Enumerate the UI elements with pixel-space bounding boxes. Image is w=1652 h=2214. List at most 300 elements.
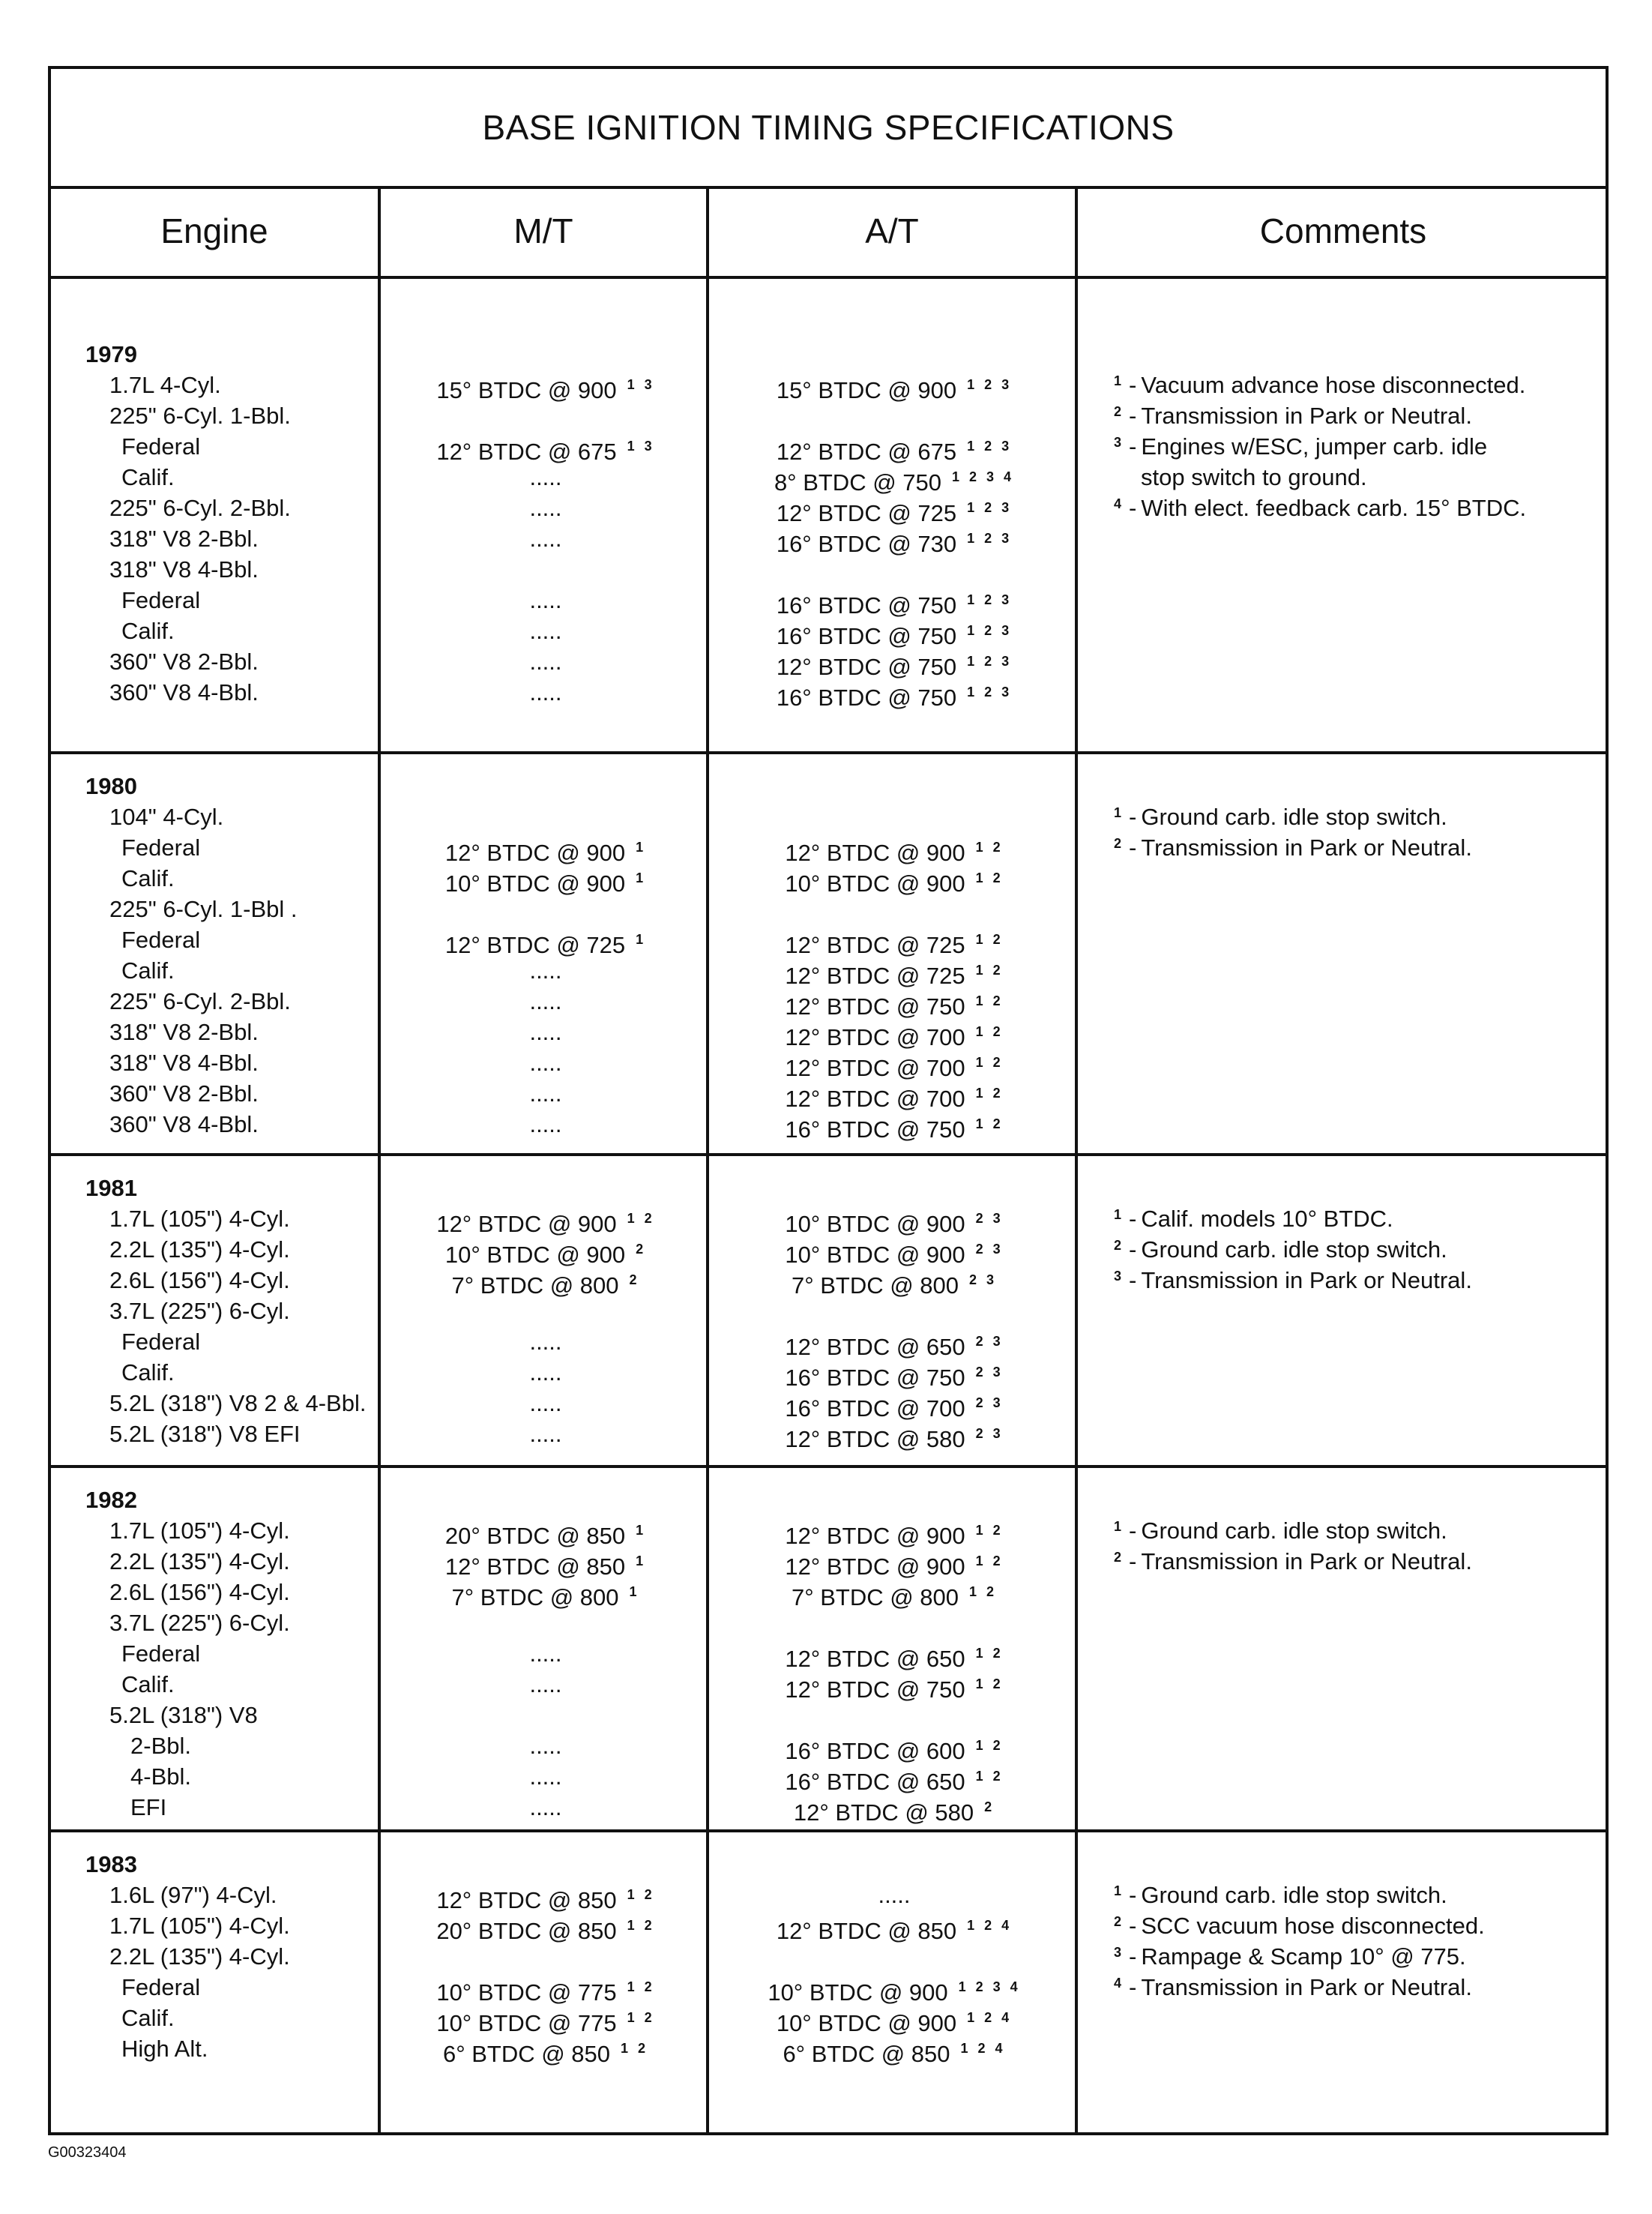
mt-timing-value: 20° BTDC @ 850 xyxy=(444,1523,626,1549)
mt-timing-cell xyxy=(381,677,711,708)
engine-label: Federal xyxy=(121,927,201,953)
at-footnote-refs: 1 2 xyxy=(975,1116,1004,1131)
at-footnote-refs: 1 2 4 xyxy=(967,2010,1013,2025)
at-timing-value: 12° BTDC @ 675 xyxy=(776,439,957,465)
comment-note: 3 - Engines w/ESC, jumper carb. idle xyxy=(1114,431,1594,462)
comment-text: Transmission in Park or Neutral. xyxy=(1141,1548,1472,1574)
mt-column xyxy=(381,339,711,708)
at-timing-cell xyxy=(711,1972,1078,2006)
comment-note: 2 - Transmission in Park or Neutral. xyxy=(1114,832,1594,863)
mt-footnote-refs: 1 xyxy=(636,870,647,885)
at-footnote-refs: 1 2 xyxy=(975,932,1004,947)
mt-timing-value: 12° BTDC @ 850 xyxy=(436,1887,617,1913)
engine-label: Calif. xyxy=(121,618,175,644)
specification-table xyxy=(48,66,1609,2135)
at-footnote-refs: 1 2 xyxy=(975,1086,1004,1101)
mt-timing-value: 12° BTDC @ 900 xyxy=(444,840,626,866)
year-section-1980 xyxy=(51,754,1606,1156)
mt-timing-value: 7° BTDC @ 800 xyxy=(451,1272,619,1299)
mt-timing-cell xyxy=(381,924,711,958)
at-timing-cell xyxy=(711,2003,1078,2036)
comments-column xyxy=(1114,1849,1594,2003)
mt-timing-value: ..... xyxy=(529,988,562,1014)
at-timing-cell xyxy=(711,1546,1078,1580)
at-footnote-refs: 1 2 xyxy=(975,840,1004,855)
at-timing-value: 12° BTDC @ 580 xyxy=(793,1799,974,1826)
year-section-1983 xyxy=(51,1832,1606,2135)
at-footnote-refs: 2 3 xyxy=(975,1334,1004,1349)
model-year: 1979 xyxy=(85,341,137,367)
at-timing-value: 12° BTDC @ 900 xyxy=(785,840,965,866)
at-timing-cell xyxy=(711,1265,1078,1299)
at-footnote-refs: 1 2 3 xyxy=(967,439,1013,454)
comment-note: 2 - Ground carb. idle stop switch. xyxy=(1114,1234,1594,1265)
mt-column xyxy=(381,1849,711,2067)
at-footnote-refs: 1 2 3 4 xyxy=(952,469,1015,484)
engine-label: 360" V8 4-Bbl. xyxy=(109,679,259,706)
mt-timing-value: 12° BTDC @ 850 xyxy=(444,1553,626,1580)
engine-label: Calif. xyxy=(121,2005,175,2031)
at-footnote-refs: 1 2 xyxy=(975,1676,1004,1691)
mt-timing-value: 10° BTDC @ 775 xyxy=(436,2010,617,2036)
mt-footnote-refs: 1 xyxy=(636,840,647,855)
footnote-number: 4 xyxy=(1114,1976,1122,1991)
at-timing-cell xyxy=(711,370,1078,403)
engine-label: 225" 6-Cyl. 2-Bbl. xyxy=(109,988,291,1014)
engine-label: Federal xyxy=(121,433,201,460)
engine-label: Federal xyxy=(121,1974,201,2000)
mt-timing-value: ..... xyxy=(529,526,562,552)
title-row xyxy=(51,69,1606,189)
mt-timing-cell xyxy=(381,863,711,897)
engine-label: 5.2L (318") V8 EFI xyxy=(109,1421,301,1447)
at-footnote-refs: 1 2 3 xyxy=(967,654,1013,669)
at-timing-value: 10° BTDC @ 900 xyxy=(768,1979,948,2006)
engine-label: 225" 6-Cyl. 1-Bbl. xyxy=(109,403,291,429)
engine-label: 225" 6-Cyl. 2-Bbl. xyxy=(109,495,291,521)
engine-label: 4-Bbl. xyxy=(130,1763,191,1790)
mt-footnote-refs: 1 2 xyxy=(627,1887,655,1902)
mt-timing-cell xyxy=(381,646,711,677)
comments-column xyxy=(1114,771,1594,863)
mt-timing-cell xyxy=(381,1761,711,1792)
engine-label: 1.6L (97") 4-Cyl. xyxy=(109,1882,277,1908)
mt-timing-cell xyxy=(381,955,711,986)
at-timing-cell xyxy=(711,400,1078,431)
mt-timing-value: 12° BTDC @ 675 xyxy=(436,439,617,465)
at-timing-cell xyxy=(711,955,1078,989)
mt-footnote-refs: 1 xyxy=(629,1584,640,1599)
mt-footnote-refs: 2 xyxy=(629,1272,640,1287)
engine-label: 318" V8 4-Bbl. xyxy=(109,1050,259,1076)
mt-footnote-refs: 1 2 xyxy=(627,2010,655,2025)
mt-timing-cell xyxy=(381,1577,711,1610)
comment-text: Vacuum advance hose disconnected. xyxy=(1141,372,1526,398)
comment-note: 1 - Ground carb. idle stop switch. xyxy=(1114,1880,1594,1910)
mt-timing-cell xyxy=(381,1792,711,1823)
mt-timing-cell xyxy=(381,1607,711,1638)
mt-timing-cell xyxy=(381,431,711,465)
at-timing-value: 12° BTDC @ 650 xyxy=(785,1334,965,1360)
mt-timing-value: ..... xyxy=(529,618,562,644)
mt-timing-cell xyxy=(381,493,711,523)
comment-text: Transmission in Park or Neutral. xyxy=(1141,834,1472,861)
header-at: A/T xyxy=(865,211,919,250)
comment-text: Ground carb. idle stop switch. xyxy=(1141,1236,1447,1263)
at-timing-value: 12° BTDC @ 700 xyxy=(785,1086,965,1112)
engine-label: Calif. xyxy=(121,957,175,984)
at-timing-value: 12° BTDC @ 700 xyxy=(785,1055,965,1081)
mt-timing-cell xyxy=(381,1419,711,1449)
at-footnote-refs: 1 2 xyxy=(975,1738,1004,1753)
at-timing-cell xyxy=(711,1326,1078,1360)
at-timing-cell xyxy=(711,431,1078,465)
engine-label: Federal xyxy=(121,587,201,613)
footnote-number: 2 xyxy=(1114,836,1122,851)
mt-timing-value: ..... xyxy=(529,1111,562,1137)
engine-label: 360" V8 2-Bbl. xyxy=(109,649,259,675)
comment-text: Calif. models 10° BTDC. xyxy=(1141,1206,1393,1232)
at-timing-cell xyxy=(711,1419,1078,1452)
engine-column xyxy=(85,771,400,1140)
engine-label: 1.7L (105") 4-Cyl. xyxy=(109,1913,290,1939)
header-comments: Comments xyxy=(1259,211,1427,250)
mt-footnote-refs: 1 2 xyxy=(627,1979,655,1994)
at-timing-cell xyxy=(711,1109,1078,1143)
comment-note: 4 - With elect. feedback carb. 15° BTDC. xyxy=(1114,493,1594,523)
comment-text: SCC vacuum hose disconnected. xyxy=(1141,1913,1485,1939)
mt-timing-value: ..... xyxy=(529,649,562,675)
engine-label: EFI xyxy=(130,1794,167,1820)
mt-timing-cell xyxy=(381,1880,711,1913)
mt-timing-cell xyxy=(381,1234,711,1268)
engine-label: 2-Bbl. xyxy=(130,1733,191,1759)
at-timing-value: 16° BTDC @ 750 xyxy=(776,685,957,711)
comment-note: 1 - Ground carb. idle stop switch. xyxy=(1114,801,1594,832)
at-footnote-refs: 2 3 xyxy=(975,1365,1004,1380)
mt-footnote-refs: 1 2 xyxy=(627,1918,655,1933)
footnote-number: 1 xyxy=(1114,805,1122,820)
mt-timing-cell xyxy=(381,1972,711,2006)
at-timing-cell xyxy=(711,863,1078,897)
mt-footnote-refs: 1 2 xyxy=(621,2041,649,2056)
at-footnote-refs: 2 3 xyxy=(975,1426,1004,1441)
mt-timing-value: ..... xyxy=(529,1050,562,1076)
at-column xyxy=(711,339,1078,711)
at-timing-value: 15° BTDC @ 900 xyxy=(776,377,957,403)
mt-timing-cell xyxy=(381,1669,711,1700)
header-mt: M/T xyxy=(513,211,573,250)
at-timing-cell xyxy=(711,801,1078,832)
at-timing-value: 12° BTDC @ 725 xyxy=(776,500,957,526)
mt-timing-value: ..... xyxy=(529,587,562,613)
at-footnote-refs: 1 2 3 xyxy=(967,685,1013,700)
at-timing-value: 16° BTDC @ 700 xyxy=(785,1395,965,1422)
mt-timing-cell xyxy=(381,1296,711,1326)
model-year: 1981 xyxy=(85,1175,137,1201)
at-timing-cell xyxy=(711,832,1078,866)
at-timing-cell xyxy=(711,924,1078,958)
at-footnote-refs: 2 3 xyxy=(975,1242,1004,1257)
mt-timing-cell xyxy=(381,1078,711,1109)
at-timing-value: 12° BTDC @ 750 xyxy=(776,654,957,680)
footnote-number: 1 xyxy=(1114,1883,1122,1898)
at-footnote-refs: 1 2 3 xyxy=(967,531,1013,546)
mt-timing-cell xyxy=(381,2003,711,2036)
at-timing-value: 12° BTDC @ 750 xyxy=(785,1676,965,1703)
comment-note: 2 - SCC vacuum hose disconnected. xyxy=(1114,1910,1594,1941)
at-timing-value: 7° BTDC @ 800 xyxy=(791,1272,959,1299)
mt-timing-cell xyxy=(381,462,711,493)
at-timing-cell xyxy=(711,1047,1078,1081)
engine-column xyxy=(85,339,400,708)
at-timing-cell xyxy=(711,986,1078,1020)
at-footnote-refs: 1 2 xyxy=(975,1523,1004,1538)
at-timing-value: 8° BTDC @ 750 xyxy=(774,469,941,496)
mt-timing-value: ..... xyxy=(529,495,562,521)
at-timing-value: 16° BTDC @ 750 xyxy=(785,1116,965,1143)
at-timing-value: 12° BTDC @ 700 xyxy=(785,1024,965,1050)
comment-note: 3 - Rampage & Scamp 10° @ 775. xyxy=(1114,1941,1594,1972)
engine-label: 360" V8 2-Bbl. xyxy=(109,1080,259,1107)
mt-timing-value: ..... xyxy=(529,1640,562,1667)
at-timing-cell xyxy=(711,1941,1078,1972)
mt-timing-value: ..... xyxy=(529,1080,562,1107)
mt-timing-cell xyxy=(381,1910,711,1944)
engine-column xyxy=(85,1173,400,1449)
at-timing-cell xyxy=(711,1078,1078,1112)
at-timing-cell xyxy=(711,1017,1078,1050)
at-timing-cell xyxy=(711,616,1078,649)
comment-note: 4 - Transmission in Park or Neutral. xyxy=(1114,1972,1594,2003)
comment-note: 1 - Calif. models 10° BTDC. xyxy=(1114,1203,1594,1234)
mt-timing-value: ..... xyxy=(529,679,562,706)
footnote-number: 2 xyxy=(1114,1550,1122,1565)
mt-timing-value: ..... xyxy=(529,1763,562,1790)
mt-timing-cell xyxy=(381,1203,711,1237)
mt-timing-cell xyxy=(381,1047,711,1078)
engine-label: 104" 4-Cyl. xyxy=(109,804,224,830)
at-footnote-refs: 1 2 3 xyxy=(967,500,1013,515)
at-timing-value: 12° BTDC @ 900 xyxy=(785,1523,965,1549)
engine-label: 1.7L (105") 4-Cyl. xyxy=(109,1206,290,1232)
engine-label: Calif. xyxy=(121,1359,175,1386)
engine-label: 3.7L (225") 6-Cyl. xyxy=(109,1610,290,1636)
engine-label: Calif. xyxy=(121,464,175,490)
at-timing-value: 16° BTDC @ 750 xyxy=(785,1365,965,1391)
mt-timing-cell xyxy=(381,1941,711,1972)
at-footnote-refs: 1 2 3 4 xyxy=(958,1979,1021,1994)
comment-text: stop switch to ground. xyxy=(1141,464,1367,490)
at-timing-cell xyxy=(711,1203,1078,1237)
at-timing-cell xyxy=(711,1357,1078,1391)
at-timing-value: 12° BTDC @ 900 xyxy=(785,1553,965,1580)
comments-column xyxy=(1114,1173,1594,1296)
at-column xyxy=(711,771,1078,1143)
mt-timing-cell xyxy=(381,554,711,585)
mt-timing-value: 6° BTDC @ 850 xyxy=(442,2041,611,2067)
at-timing-value: ..... xyxy=(878,1882,911,1908)
at-timing-cell xyxy=(711,1730,1078,1764)
engine-label: Federal xyxy=(121,834,201,861)
engine-label: 225" 6-Cyl. 1-Bbl . xyxy=(109,896,298,922)
mt-timing-cell xyxy=(381,1265,711,1299)
at-footnote-refs: 1 2 3 xyxy=(967,592,1013,607)
at-timing-cell xyxy=(711,1638,1078,1672)
at-footnote-refs: 2 3 xyxy=(975,1211,1004,1226)
mt-timing-value: ..... xyxy=(529,1359,562,1386)
engine-label: 5.2L (318") V8 2 & 4-Bbl. xyxy=(109,1390,367,1416)
at-timing-value: 10° BTDC @ 900 xyxy=(785,1211,965,1237)
at-footnote-refs: 1 2 xyxy=(975,1024,1004,1039)
at-timing-value: 10° BTDC @ 900 xyxy=(785,1242,965,1268)
at-timing-cell xyxy=(711,1761,1078,1795)
at-timing-value: 10° BTDC @ 900 xyxy=(785,870,965,897)
mt-footnote-refs: 1 2 xyxy=(627,1211,655,1226)
engine-label: High Alt. xyxy=(121,2036,208,2062)
mt-timing-value: ..... xyxy=(529,957,562,984)
mt-timing-value: 10° BTDC @ 900 xyxy=(444,1242,626,1268)
mt-column xyxy=(381,1484,711,1823)
year-section-1979 xyxy=(51,276,1606,754)
mt-timing-value: ..... xyxy=(529,1421,562,1447)
comment-text: Transmission in Park or Neutral. xyxy=(1141,1974,1472,2000)
footnote-number: 2 xyxy=(1114,1238,1122,1253)
at-timing-cell xyxy=(711,585,1078,619)
comment-note: 1 - Vacuum advance hose disconnected. xyxy=(1114,370,1594,400)
at-footnote-refs: 1 2 xyxy=(975,1646,1004,1661)
at-timing-value: 16° BTDC @ 750 xyxy=(776,592,957,619)
at-footnote-refs: 1 2 xyxy=(969,1584,998,1599)
footnote-number: 3 xyxy=(1114,1945,1122,1960)
mt-timing-value: 20° BTDC @ 850 xyxy=(436,1918,617,1944)
comment-text: Ground carb. idle stop switch. xyxy=(1141,1882,1447,1908)
mt-timing-value: ..... xyxy=(529,1019,562,1045)
engine-label: 2.6L (156") 4-Cyl. xyxy=(109,1267,290,1293)
comment-note: 1 - Ground carb. idle stop switch. xyxy=(1114,1515,1594,1546)
at-timing-cell xyxy=(711,1577,1078,1610)
at-timing-value: 6° BTDC @ 850 xyxy=(783,2041,950,2067)
at-footnote-refs: 1 2 3 xyxy=(967,623,1013,638)
mt-timing-value: ..... xyxy=(529,1390,562,1416)
at-timing-cell xyxy=(711,1700,1078,1730)
at-footnote-refs: 1 2 xyxy=(975,993,1004,1008)
mt-timing-cell xyxy=(381,832,711,866)
mt-footnote-refs: 2 xyxy=(636,1242,647,1257)
engine-label: 1.7L 4-Cyl. xyxy=(109,372,221,398)
at-footnote-refs: 1 2 xyxy=(975,870,1004,885)
column-header-row xyxy=(51,186,1606,279)
at-timing-value: 12° BTDC @ 580 xyxy=(785,1426,965,1452)
footnote-number: 2 xyxy=(1114,1914,1122,1929)
mt-timing-cell xyxy=(381,616,711,646)
mt-timing-value: 10° BTDC @ 900 xyxy=(444,870,626,897)
mt-timing-value: ..... xyxy=(529,1794,562,1820)
mt-column xyxy=(381,1173,711,1449)
footnote-number: 1 xyxy=(1114,373,1122,388)
at-timing-cell xyxy=(711,462,1078,496)
mt-timing-cell xyxy=(381,1326,711,1357)
footnote-number: 3 xyxy=(1114,1269,1122,1284)
at-timing-value: 12° BTDC @ 725 xyxy=(785,963,965,989)
mt-timing-cell xyxy=(381,2033,711,2067)
engine-label: Federal xyxy=(121,1329,201,1355)
mt-timing-cell xyxy=(381,585,711,616)
mt-timing-cell xyxy=(381,1638,711,1669)
mt-timing-cell xyxy=(381,1357,711,1388)
mt-timing-cell xyxy=(381,370,711,403)
comment-note: 2 - Transmission in Park or Neutral. xyxy=(1114,400,1594,431)
at-timing-value: 16° BTDC @ 600 xyxy=(785,1738,965,1764)
comment-text: Rampage & Scamp 10° @ 775. xyxy=(1141,1943,1466,1970)
mt-timing-cell xyxy=(381,1730,711,1761)
at-timing-cell xyxy=(711,1910,1078,1944)
model-year: 1983 xyxy=(85,1851,137,1877)
header-engine: Engine xyxy=(160,211,268,250)
mt-timing-value: 15° BTDC @ 900 xyxy=(436,377,617,403)
mt-timing-cell xyxy=(381,1109,711,1140)
at-timing-cell xyxy=(711,894,1078,924)
mt-timing-cell xyxy=(381,400,711,431)
mt-footnote-refs: 1 3 xyxy=(627,439,655,454)
mt-timing-value: 7° BTDC @ 800 xyxy=(451,1584,619,1610)
mt-timing-value: 12° BTDC @ 725 xyxy=(444,932,626,958)
mt-timing-cell xyxy=(381,894,711,924)
mt-timing-value: ..... xyxy=(529,1733,562,1759)
comment-text: Ground carb. idle stop switch. xyxy=(1141,1517,1447,1544)
comment-note: 3 - Transmission in Park or Neutral. xyxy=(1114,1265,1594,1296)
footnote-number: 1 xyxy=(1114,1519,1122,1534)
footnote-number: 3 xyxy=(1114,435,1122,450)
mt-footnote-refs: 1 xyxy=(636,1523,647,1538)
at-timing-value: 16° BTDC @ 750 xyxy=(776,623,957,649)
mt-timing-cell xyxy=(381,1700,711,1730)
at-footnote-refs: 1 2 xyxy=(975,1769,1004,1784)
at-footnote-refs: 1 2 4 xyxy=(960,2041,1006,2056)
at-timing-cell xyxy=(711,677,1078,711)
at-timing-value: 16° BTDC @ 730 xyxy=(776,531,957,557)
model-year: 1982 xyxy=(85,1487,137,1513)
at-column xyxy=(711,1173,1078,1452)
at-footnote-refs: 2 3 xyxy=(975,1395,1004,1410)
engine-label: 5.2L (318") V8 xyxy=(109,1702,258,1728)
at-timing-value: 12° BTDC @ 850 xyxy=(776,1918,957,1944)
engine-column xyxy=(85,1849,400,2064)
figure-id: G00323404 xyxy=(48,2144,127,2161)
footnote-number: 4 xyxy=(1114,496,1122,511)
at-timing-cell xyxy=(711,2033,1078,2067)
at-timing-cell xyxy=(711,1388,1078,1422)
comment-text: Engines w/ESC, jumper carb. idle xyxy=(1141,433,1488,460)
at-timing-cell xyxy=(711,1607,1078,1638)
engine-label: Calif. xyxy=(121,1671,175,1697)
mt-timing-cell xyxy=(381,1515,711,1549)
engine-label: 318" V8 4-Bbl. xyxy=(109,556,259,583)
model-year: 1980 xyxy=(85,773,137,799)
mt-footnote-refs: 1 xyxy=(636,932,647,947)
at-timing-cell xyxy=(711,493,1078,526)
table-title: BASE IGNITION TIMING SPECIFICATIONS xyxy=(482,108,1175,147)
comment-note xyxy=(1114,462,1594,493)
at-timing-cell xyxy=(711,1515,1078,1549)
comment-text: Transmission in Park or Neutral. xyxy=(1141,403,1472,429)
mt-timing-value: ..... xyxy=(529,464,562,490)
engine-label: 2.6L (156") 4-Cyl. xyxy=(109,1579,290,1605)
comment-text: With elect. feedback carb. 15° BTDC. xyxy=(1141,495,1527,521)
comment-text: Ground carb. idle stop switch. xyxy=(1141,804,1447,830)
at-footnote-refs: 1 2 xyxy=(975,1055,1004,1070)
comment-note: 2 - Transmission in Park or Neutral. xyxy=(1114,1546,1594,1577)
